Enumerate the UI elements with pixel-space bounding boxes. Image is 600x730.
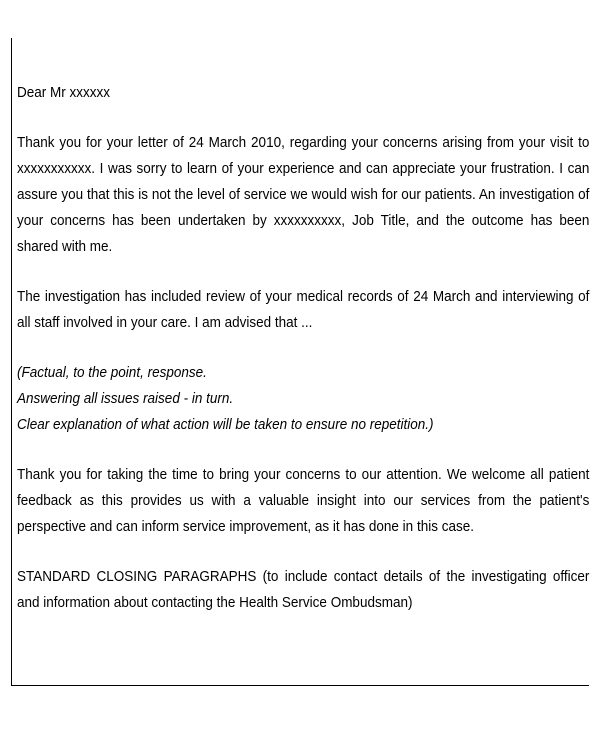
guidance-note: (Factual, to the point, response. xyxy=(17,364,207,381)
salutation: Dear Mr xxxxxx xyxy=(17,84,111,101)
paragraph-closing: STANDARD CLOSING PARAGRAPHS (to include contact details of the investigating officer and information about contacting the Health Service Ombudsman) xyxy=(17,568,590,611)
paragraph-thanks: Thank you for taking the time to bring your concerns to our attention. We welcome all patient feedback as this provides us with a valuable insight into our services from the patient's perspective and can inform service improvement, as it has done in this case. xyxy=(17,466,590,535)
guidance-note: Clear explanation of what action will be taken to ensure no repetition.) xyxy=(17,416,434,433)
letter-body xyxy=(17,80,589,640)
guidance-note: Answering all issues raised - in turn. xyxy=(17,390,234,407)
paragraph-acknowledgement: Thank you for your letter of 24 March 2010, regarding your concerns arising from your visit to xxxxxxxxxxx. I was sorry to learn of your experience and can appreciate your frustration. I can assure you that this is not the level of service we would wish for our patients. An investigation of your concerns has been undertaken by xxxxxxxxxx, Job Title, and the outcome has been shared with me. xyxy=(17,134,590,255)
guidance-notes xyxy=(17,360,589,438)
paragraph-investigation: The investigation has included review of your medical records of 24 March and interviewing of all staff involved in your care. I am advised that ... xyxy=(17,288,590,331)
